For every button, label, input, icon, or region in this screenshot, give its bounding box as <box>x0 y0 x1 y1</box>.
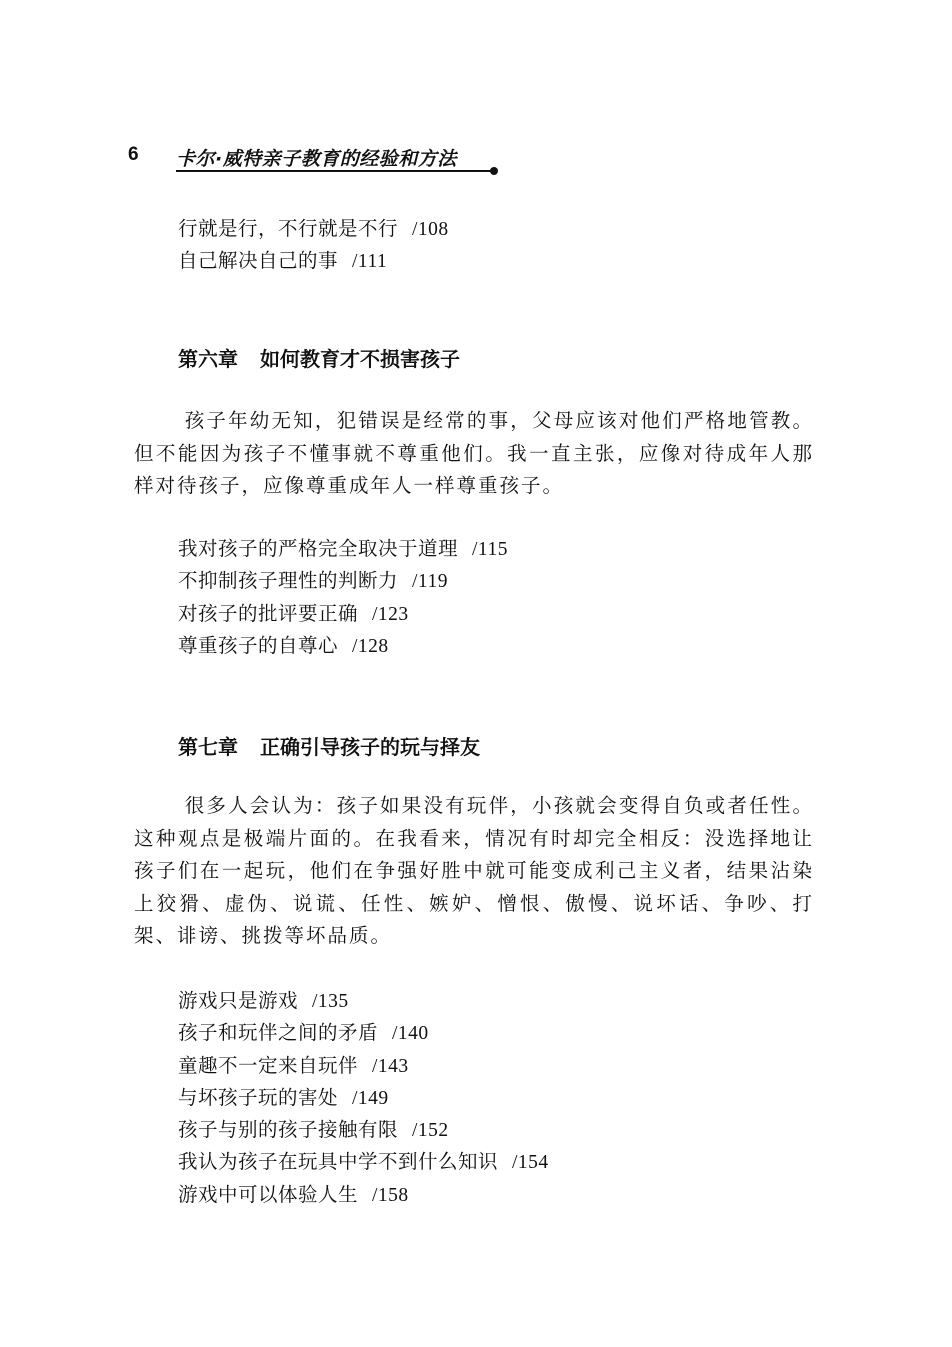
toc-entry-page: /143 <box>372 1055 409 1077</box>
toc-entry[interactable] <box>178 1146 549 1178</box>
toc-list-carryover <box>178 213 449 278</box>
toc-entry[interactable] <box>178 1050 549 1082</box>
running-header <box>128 142 500 178</box>
header-rule-dot <box>490 167 498 175</box>
chapter-summary: 很多人会认为：孩子如果没有玩伴，小孩就会变得自负或者任性。这种观点是极端片面的。在我看来，情况有时却完全相反：没选择地让孩子们在一起玩，他们在争强好胜中就可能变成利己主义者，结果沾染上狡猾、虚伪、说谎、任性、嫉妒、憎恨、傲慢、说坏话、争吵、打架、诽谤、挑拨等坏品质。 <box>134 794 814 947</box>
toc-entry-page: /108 <box>412 219 449 240</box>
toc-entry[interactable] <box>178 533 508 565</box>
toc-entry-title: 游戏中可以体验人生 <box>178 1182 359 1206</box>
toc-entry[interactable] <box>178 630 508 662</box>
toc-entry[interactable] <box>178 565 508 597</box>
toc-entry[interactable] <box>178 1017 549 1049</box>
page-number: 6 <box>128 144 139 165</box>
toc-entry-title: 我认为孩子在玩具中学不到什么知识 <box>178 1150 499 1174</box>
toc-entry-page: /123 <box>372 603 409 625</box>
toc-entry-title: 孩子和玩伴之间的矛盾 <box>178 1021 379 1045</box>
chapter-heading[interactable] <box>178 343 460 372</box>
toc-entry-title: 对孩子的批评要正确 <box>178 601 359 625</box>
toc-entry-page: /135 <box>312 991 349 1012</box>
chapter-summary: 孩子年幼无知，犯错误是经常的事，父母应该对他们严格地管教。但不能因为孩子不懂事就不尊重他们。我一直主张，应像对待成年人那样对待孩子，应像尊重成年人一样尊重孩子。 <box>134 409 814 497</box>
toc-list-chapter6 <box>178 533 508 662</box>
toc-entry-title: 与坏孩子玩的害处 <box>178 1085 339 1109</box>
toc-entry-title: 游戏只是游戏 <box>178 989 299 1012</box>
toc-entry[interactable] <box>178 1082 549 1114</box>
toc-entry-title: 自己解决自己的事 <box>178 249 339 273</box>
toc-entry[interactable] <box>178 213 449 245</box>
toc-entry-page: /119 <box>412 571 448 593</box>
chapter-label: 第六章 <box>178 347 238 371</box>
toc-entry[interactable] <box>178 1179 549 1211</box>
toc-entry-title: 不抑制孩子理性的判断力 <box>178 569 399 593</box>
toc-entry[interactable] <box>178 598 508 630</box>
toc-entry-title: 尊重孩子的自尊心 <box>178 633 339 657</box>
chapter-label: 第七章 <box>178 735 238 759</box>
toc-entry-page: /152 <box>412 1120 449 1142</box>
toc-entry-title: 行就是行，不行就是不行 <box>178 217 399 240</box>
toc-entry-page: /140 <box>392 1023 429 1045</box>
chapter-title: 正确引导孩子的玩与择友 <box>260 735 480 759</box>
toc-list-chapter7 <box>178 985 549 1211</box>
toc-entry[interactable] <box>178 245 449 277</box>
toc-entry-page: /149 <box>352 1087 389 1109</box>
toc-entry-page: /111 <box>352 251 388 273</box>
toc-entry-title: 童趣不一定来自玩伴 <box>178 1053 359 1077</box>
toc-entry-page: /154 <box>512 1152 549 1174</box>
toc-entry[interactable] <box>178 1114 549 1146</box>
toc-entry-page: /115 <box>472 539 508 560</box>
toc-entry-title: 孩子与别的孩子接触有限 <box>178 1118 399 1142</box>
chapter-heading[interactable] <box>178 731 480 760</box>
toc-entry-page: /128 <box>352 635 389 657</box>
toc-entry-title: 我对孩子的严格完全取决于道理 <box>178 537 459 560</box>
toc-entry-page: /158 <box>372 1184 409 1206</box>
toc-entry[interactable] <box>178 985 549 1017</box>
header-rule <box>176 170 494 172</box>
chapter-title: 如何教育才不损害孩子 <box>260 347 460 371</box>
book-title: 卡尔·威特亲子教育的经验和方法 <box>176 148 457 170</box>
